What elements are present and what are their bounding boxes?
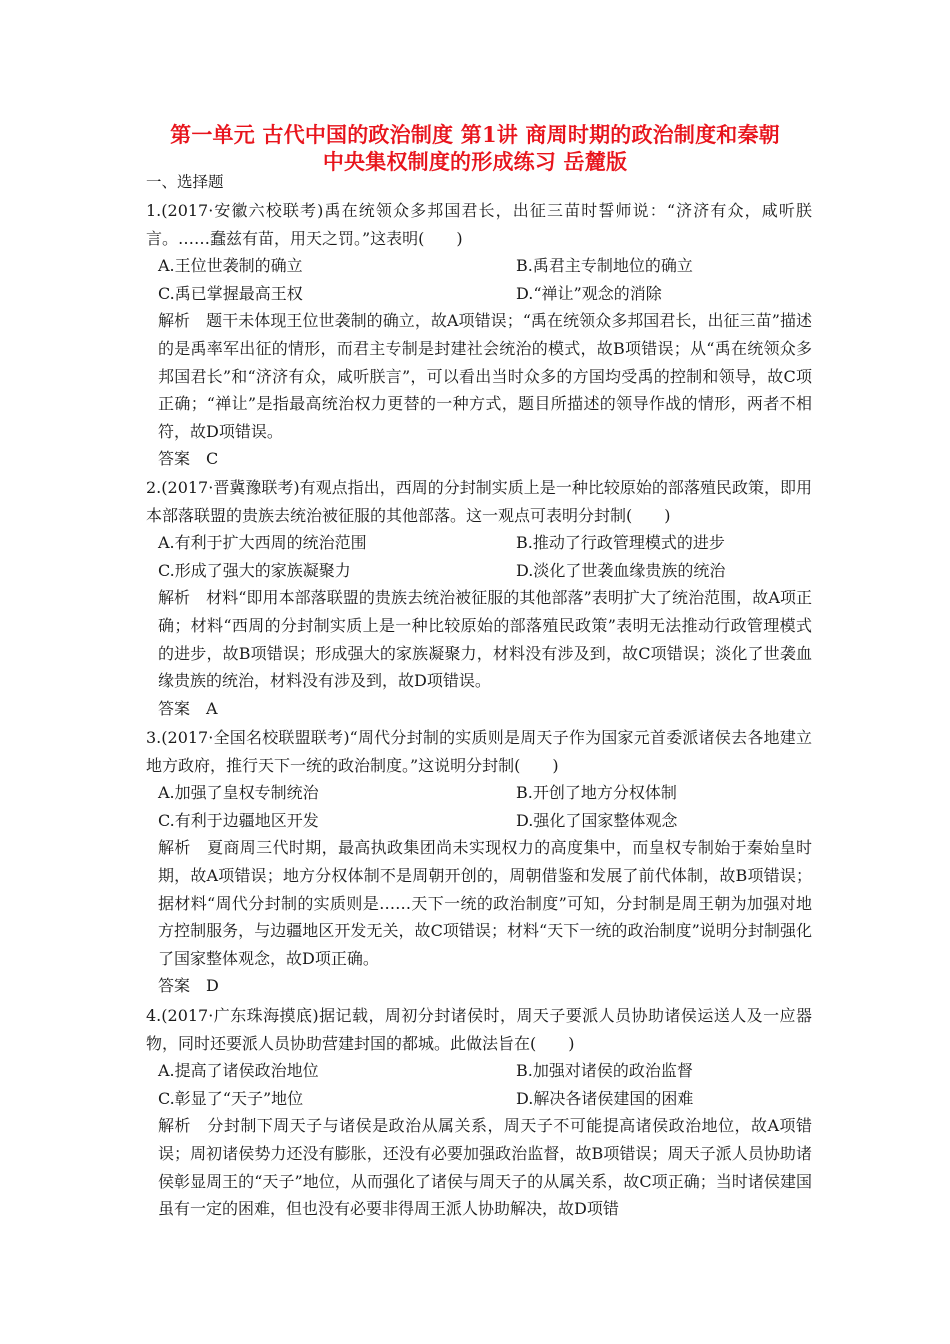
question-explanation: 解析 分封制下周天子与诸侯是政治从属关系，周天子不可能提高诸侯政治地位，故A项错误；周初诸侯势力还没有膨胀，还没有必要加强政治监督，故B项错误；周天子派人员协助诸侯彰显周王的“天子”地位，从而强化了诸侯与周天子的从属关系，故C项正确；当时诸侯建国虽有一定的困难，但也没有必要非得周王派人协助解决，故D项错: [158, 1116, 812, 1219]
document-title: [110, 121, 840, 175]
option-c: C.彰显了“天子”地位: [158, 1088, 304, 1108]
question-stem: 4.(2017·广东珠海摸底)据记载，周初分封诸侯时，周天子要派人员协助诸侯运送人及一应器物，同时还要派人员协助营建封国的都城。此做法旨在( ): [146, 1006, 812, 1053]
question-explanation: 解析 材料“即用本部落联盟的贵族去统治被征服的其他部落”表明扩大了统治范围，故A项正确；材料“西周的分封制实质上是一种比较原始的部落殖民政策”表明无法推动行政管理模式的进步，故B项错误；形成强大的家族凝聚力，材料没有涉及到，故C项错误；淡化了世袭血缘贵族的统治，材料没有涉及到，故D项错误。: [158, 588, 812, 691]
option-b: B.推动了行政管理模式的进步: [516, 533, 725, 553]
option-c: C.禹已掌握最高王权: [158, 283, 303, 303]
option-d: D.淡化了世袭血缘贵族的统治: [516, 560, 726, 580]
option-a: A.有利于扩大西周的统治范围: [158, 533, 367, 553]
question-4: [146, 1002, 812, 1223]
option-d: D.解决各诸侯建国的困难: [516, 1088, 694, 1108]
option-a: A.加强了皇权专制统治: [158, 783, 319, 803]
option-a: A.提高了诸侯政治地位: [158, 1061, 319, 1081]
question-1: [146, 197, 812, 473]
question-2: [146, 474, 812, 722]
question-answer: 答案 C: [158, 449, 219, 469]
question-answer: 答案 D: [158, 976, 219, 996]
question-explanation: 解析 夏商周三代时期，最高执政集团尚未实现权力的高度集中，而皇权专制始于秦始皇时期，故A项错误；地方分权体制不是周朝开创的，周朝借鉴和发展了前代体制，故B项错误；据材料“周代分封制的实质则是……天下一统的政治制度”可知，分封制是周王朝为加强对地方控制服务，与边疆地区开发无关，故C项错误；材料“天下一统的政治制度”说明分封制强化了国家整体观念，故D项正确。: [158, 838, 812, 968]
question-3: [146, 724, 812, 1000]
section-heading: 一、选择题: [146, 173, 224, 191]
title-line-2: 中央集权制度的形成练习 岳麓版: [322, 149, 628, 174]
question-stem: 2.(2017·晋冀豫联考)有观点指出，西周的分封制实质上是一种比较原始的部落殖民政策，即用本部落联盟的贵族去统治被征服的其他部落。这一观点可表明分封制( ): [146, 478, 812, 525]
option-b: B.加强对诸侯的政治监督: [516, 1061, 693, 1081]
question-answer: 答案 A: [158, 698, 218, 718]
question-explanation: 解析 题干未体现王位世袭制的确立，故A项错误；“禹在统领众多邦国君长，出征三苗”描述的是禹率军出征的情形，而君主专制是封建社会统治的模式，故B项错误；从“禹在统领众多邦国君长”和“济济有众，咸听朕言”，可以看出当时众多的方国均受禹的控制和领导，故C项正确；“禅让”是指最高统治权力更替的一种方式，题目所描述的领导作战的情形，两者不相符，故D项错误。: [158, 311, 812, 441]
option-c: C.有利于边疆地区开发: [158, 810, 319, 830]
question-options: [146, 779, 812, 834]
title-line-1: 第一单元 古代中国的政治制度 第1讲 商周时期的政治制度和秦朝: [170, 122, 780, 147]
option-b: B.开创了地方分权体制: [516, 783, 677, 803]
question-options: [146, 529, 812, 584]
option-d: D.强化了国家整体观念: [516, 810, 678, 830]
question-stem: 3.(2017·全国名校联盟联考)“周代分封制的实质则是周天子作为国家元首委派诸侯去各地建立地方政府，推行天下一统的政治制度。”这说明分封制( ): [146, 728, 812, 775]
option-b: B.禹君主专制地位的确立: [516, 256, 693, 276]
option-a: A.王位世袭制的确立: [158, 256, 303, 276]
option-d: D.“禅让”观念的消除: [516, 283, 662, 303]
option-c: C.形成了强大的家族凝聚力: [158, 560, 351, 580]
question-options: [146, 1057, 812, 1112]
question-options: [146, 252, 812, 307]
question-stem: 1.(2017·安徽六校联考)禹在统领众多邦国君长，出征三苗时誓师说：“济济有众，咸听朕言。……蠢兹有苗，用天之罚。”这表明( ): [146, 201, 812, 248]
